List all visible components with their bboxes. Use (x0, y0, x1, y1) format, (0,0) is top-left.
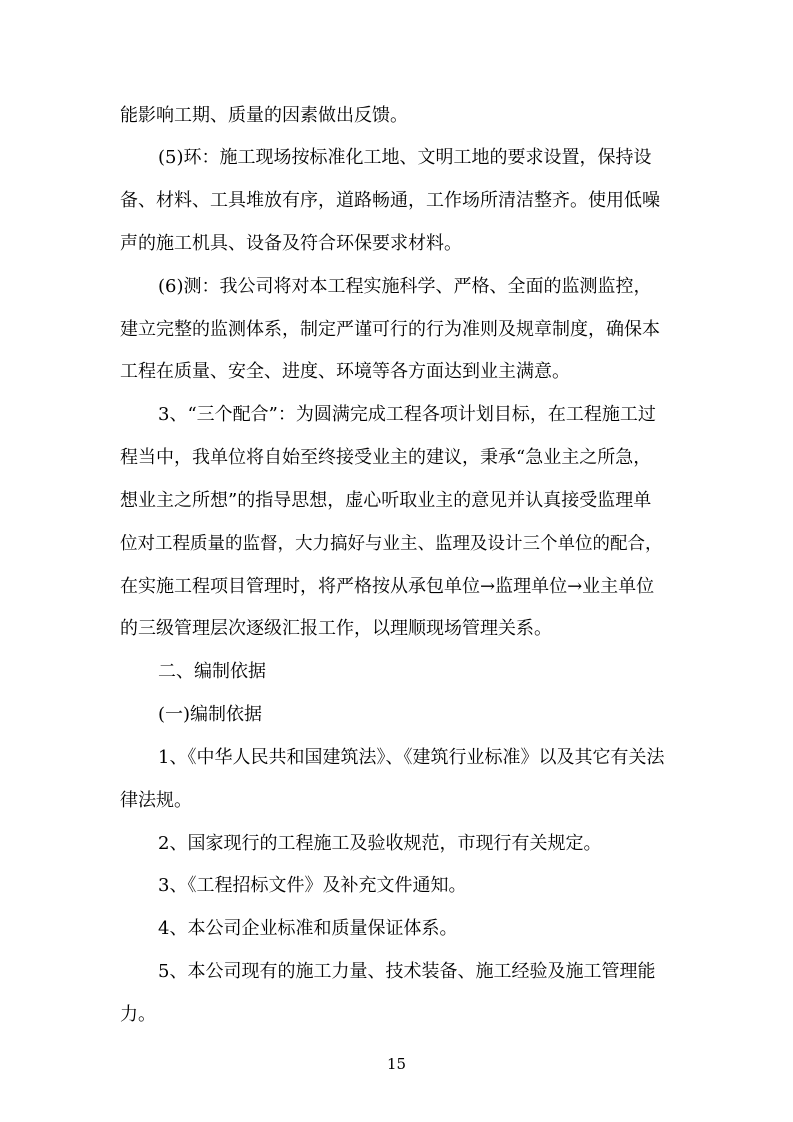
text-line: 想业主之所想”的指导思想，虚心听取业主的意见并认真接受监理单 (120, 490, 652, 511)
text-line: 的三级管理层次逐级汇报工作，以理顺现场管理关系。 (120, 618, 552, 639)
subsection-heading: (一)编制依据 (158, 704, 263, 725)
text-line: 在实施工程项目管理时，将严格按从承包单位→监理单位→业主单位 (120, 576, 655, 597)
text-line: (6)测：我公司将对本工程实施科学、严格、全面的监测监控， (158, 276, 652, 297)
text-line: (5)环：施工现场按标准化工地、文明工地的要求设置，保持设 (158, 147, 652, 168)
text-line: 建立完整的监测体系，制定严谨可行的行为准则及规章制度，确保本 (120, 319, 660, 340)
text-line: 3、“三个配合”：为圆满完成工程各项计划目标，在工程施工过 (158, 404, 656, 425)
page-number: 15 (386, 1055, 407, 1073)
text-line: 备、材料、工具堆放有序，道路畅通，工作场所清洁整齐。使用低噪 (120, 190, 660, 211)
text-line: 2、国家现行的工程施工及验收规范，市现行有关规定。 (158, 833, 602, 854)
text-line: 4、本公司企业标准和质量保证体系。 (158, 918, 458, 939)
text-line: 力。 (120, 1004, 156, 1025)
text-line: 工程在质量、安全、进度、环境等各方面达到业主满意。 (120, 361, 570, 382)
text-line: 1、《中华人民共和国建筑法》、《建筑行业标准》以及其它有关法 (158, 747, 665, 768)
text-line: 律法规。 (120, 790, 192, 811)
text-line: 位对工程质量的监督，大力搞好与业主、监理及设计三个单位的配合， (120, 534, 663, 554)
text-line: 声的施工机具、设备及符合环保要求材料。 (120, 233, 462, 254)
text-line: 程当中，我单位将自始至终接受业主的建议，秉承“急业主之所急， (120, 447, 652, 468)
text-line: 能影响工期、质量的因素做出反馈。 (120, 105, 408, 126)
text-line: 3、《工程招标文件》及补充文件通知。 (158, 875, 467, 896)
section-heading: 二、编制依据 (158, 661, 266, 682)
text-line: 5、本公司现有的施工力量、技术装备、施工经验及施工管理能 (158, 961, 656, 982)
